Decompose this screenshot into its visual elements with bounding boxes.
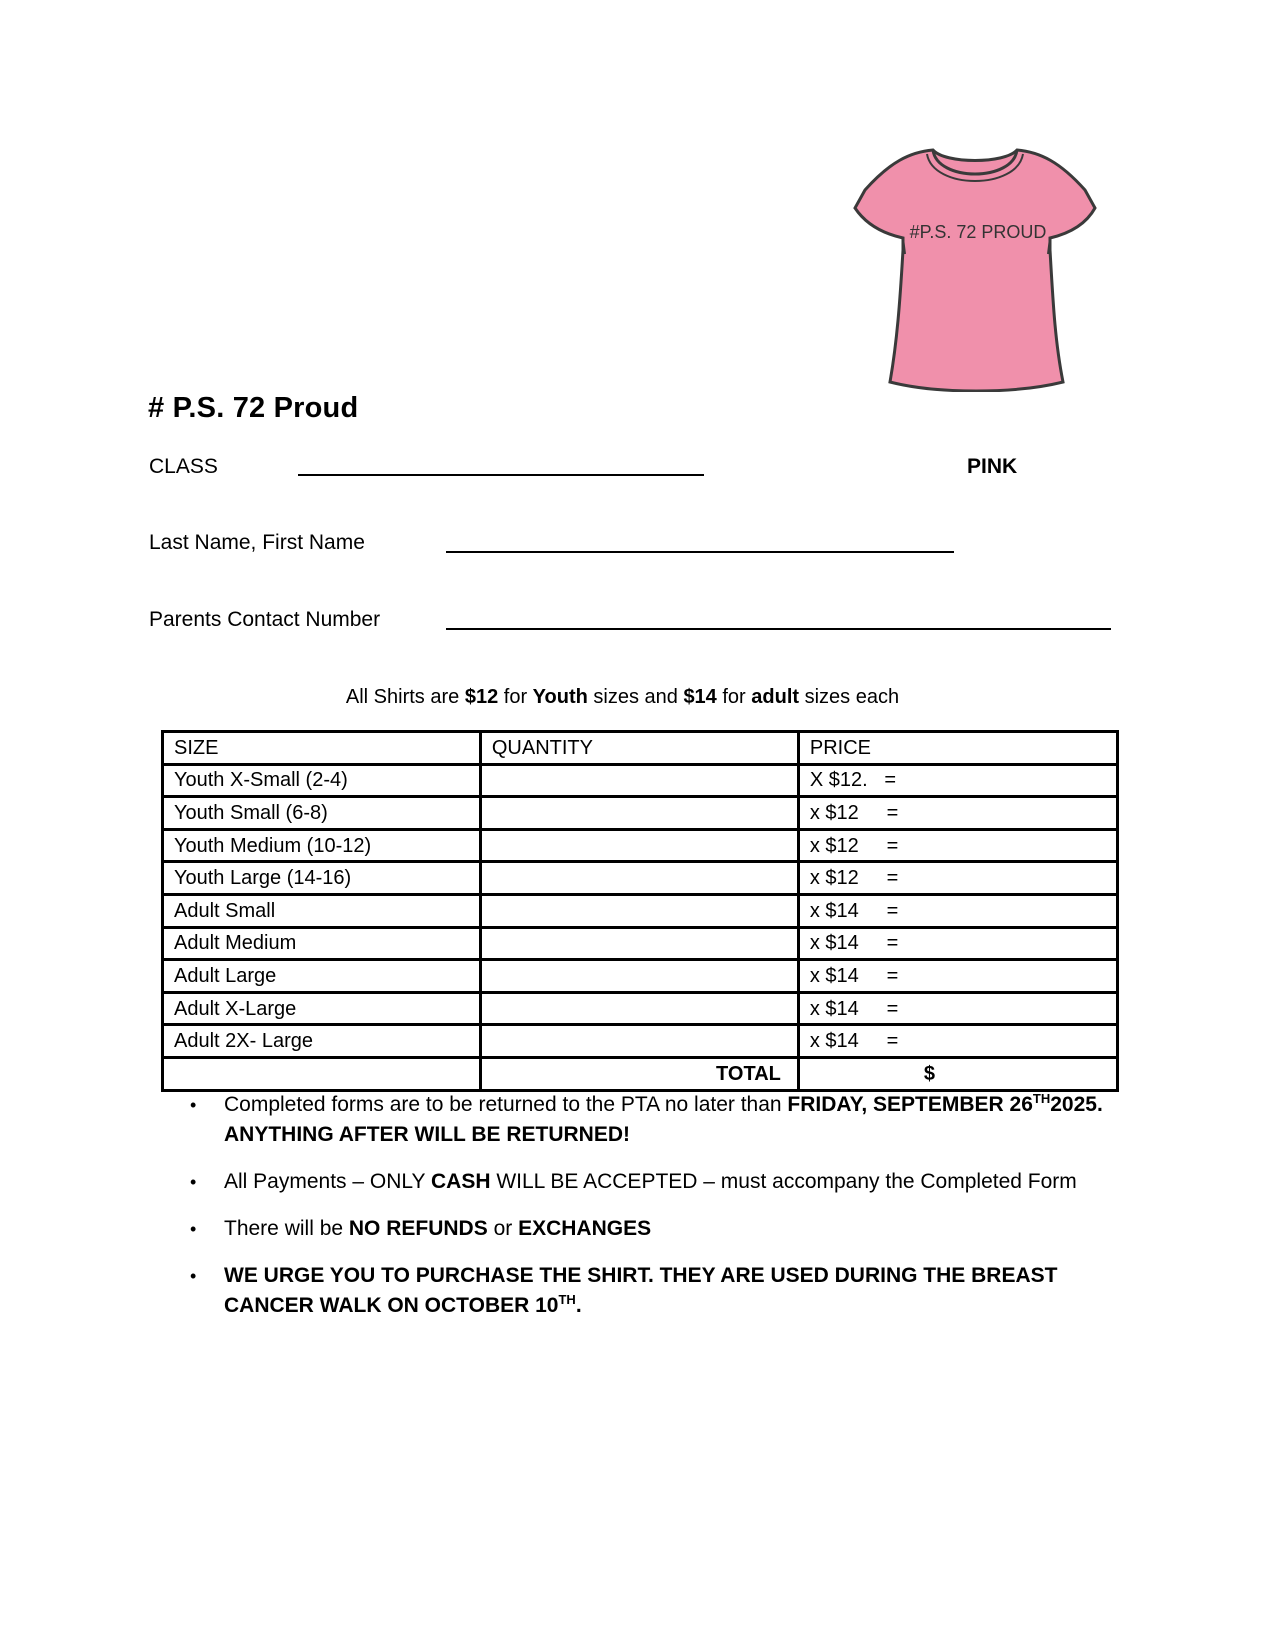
price-note-text: sizes and [587, 686, 684, 708]
urge-text: WE URGE YOU TO PURCHASE THE SHIRT. THEY ARE USED DURING THE BREAST CANCER WALK ON OCTOBER 10 [224, 1264, 1058, 1317]
size-cell: Adult Small [163, 894, 481, 927]
name-input-line[interactable] [446, 551, 954, 553]
price-cell[interactable]: x $14 = [798, 927, 1117, 960]
price-note [0, 686, 1245, 709]
list-item [190, 1261, 1120, 1321]
class-input-line[interactable] [298, 474, 704, 476]
list-item [190, 1214, 1120, 1244]
tshirt-icon [845, 142, 1105, 392]
price-note-text: for [498, 686, 533, 708]
youth-word: Youth [532, 686, 588, 708]
size-cell: Adult 2X- Large [163, 1025, 481, 1058]
total-row [163, 1057, 1118, 1090]
price-cell[interactable]: x $14 = [798, 1025, 1117, 1058]
quantity-cell[interactable] [480, 894, 798, 927]
no-refunds-text: NO REFUNDS [348, 1217, 488, 1240]
list-item [190, 1090, 1120, 1150]
price-youth: $12 [464, 686, 499, 708]
table-row [163, 862, 1118, 895]
header-quantity: QUANTITY [480, 732, 798, 765]
bullet-icon: • [190, 1095, 197, 1115]
price-cell[interactable]: x $14 = [798, 894, 1117, 927]
table-header-row [163, 732, 1118, 765]
size-cell: Youth Small (6-8) [163, 797, 481, 830]
price-cell[interactable]: x $12 = [798, 829, 1117, 862]
color-label: PINK [967, 455, 1018, 478]
header-size: SIZE [163, 732, 481, 765]
table-row [163, 797, 1118, 830]
contact-label: Parents Contact Number [149, 608, 381, 631]
quantity-cell[interactable] [480, 1025, 798, 1058]
note-text: or [487, 1217, 519, 1240]
name-label: Last Name, First Name [149, 531, 365, 554]
tshirt-image [845, 142, 1105, 392]
price-cell[interactable]: x $14 = [798, 960, 1117, 993]
quantity-cell[interactable] [480, 764, 798, 797]
tshirt-body [855, 150, 1095, 391]
size-cell: Youth X-Small (2-4) [163, 764, 481, 797]
deadline-text: 2025. ANYTHING AFTER WILL BE RETURNED! [224, 1093, 1103, 1146]
size-cell: Youth Medium (10-12) [163, 829, 481, 862]
table-row [163, 992, 1118, 1025]
table-row [163, 764, 1118, 797]
cash-text: CASH [430, 1170, 491, 1193]
total-value[interactable]: $ [798, 1057, 1117, 1090]
price-note-text: for [716, 686, 752, 708]
deadline-text: FRIDAY, SEPTEMBER 26 [787, 1093, 1033, 1116]
price-cell[interactable]: x $14 = [798, 992, 1117, 1025]
price-cell[interactable]: x $12 = [798, 862, 1117, 895]
class-label: CLASS [149, 455, 218, 478]
total-empty-cell [163, 1057, 481, 1090]
table-row [163, 829, 1118, 862]
note-text: All Payments – ONLY [224, 1170, 431, 1193]
quantity-cell[interactable] [480, 960, 798, 993]
table-row [163, 960, 1118, 993]
note-text: There will be [224, 1217, 349, 1240]
quantity-cell[interactable] [480, 829, 798, 862]
urge-text: . [575, 1294, 582, 1317]
header-price: PRICE [798, 732, 1117, 765]
price-adult: $14 [683, 686, 717, 708]
quantity-cell[interactable] [480, 992, 798, 1025]
quantity-cell[interactable] [480, 927, 798, 960]
size-cell: Adult X-Large [163, 992, 481, 1025]
size-cell: Youth Large (14-16) [163, 862, 481, 895]
list-item [190, 1167, 1120, 1197]
superscript: TH [1032, 1091, 1051, 1106]
total-label: TOTAL [480, 1057, 798, 1090]
note-text: WILL BE ACCEPTED – must accompany the Completed Form [490, 1170, 1077, 1193]
tshirt-print-text: #P.S. 72 PROUD [909, 222, 1047, 242]
order-table [161, 730, 1119, 1092]
quantity-cell[interactable] [480, 862, 798, 895]
contact-input-line[interactable] [446, 628, 1111, 630]
table-row [163, 894, 1118, 927]
exchanges-text: EXCHANGES [518, 1217, 652, 1240]
bullet-icon: • [190, 1172, 197, 1192]
adult-word: adult [751, 686, 800, 708]
price-cell[interactable]: X $12. = [798, 764, 1117, 797]
bullet-icon: • [190, 1219, 197, 1239]
note-text: Completed forms are to be returned to the PTA no later than [224, 1093, 788, 1116]
notes-list [190, 1090, 1120, 1338]
table-row [163, 1025, 1118, 1058]
size-cell: Adult Large [163, 960, 481, 993]
bullet-icon: • [190, 1266, 197, 1286]
page-title: # P.S. 72 Proud [148, 392, 359, 424]
price-cell[interactable]: x $12 = [798, 797, 1117, 830]
price-note-text: All Shirts are [345, 686, 465, 708]
price-note-text: sizes each [799, 686, 900, 708]
quantity-cell[interactable] [480, 797, 798, 830]
superscript: TH [558, 1292, 576, 1307]
table-row [163, 927, 1118, 960]
size-cell: Adult Medium [163, 927, 481, 960]
